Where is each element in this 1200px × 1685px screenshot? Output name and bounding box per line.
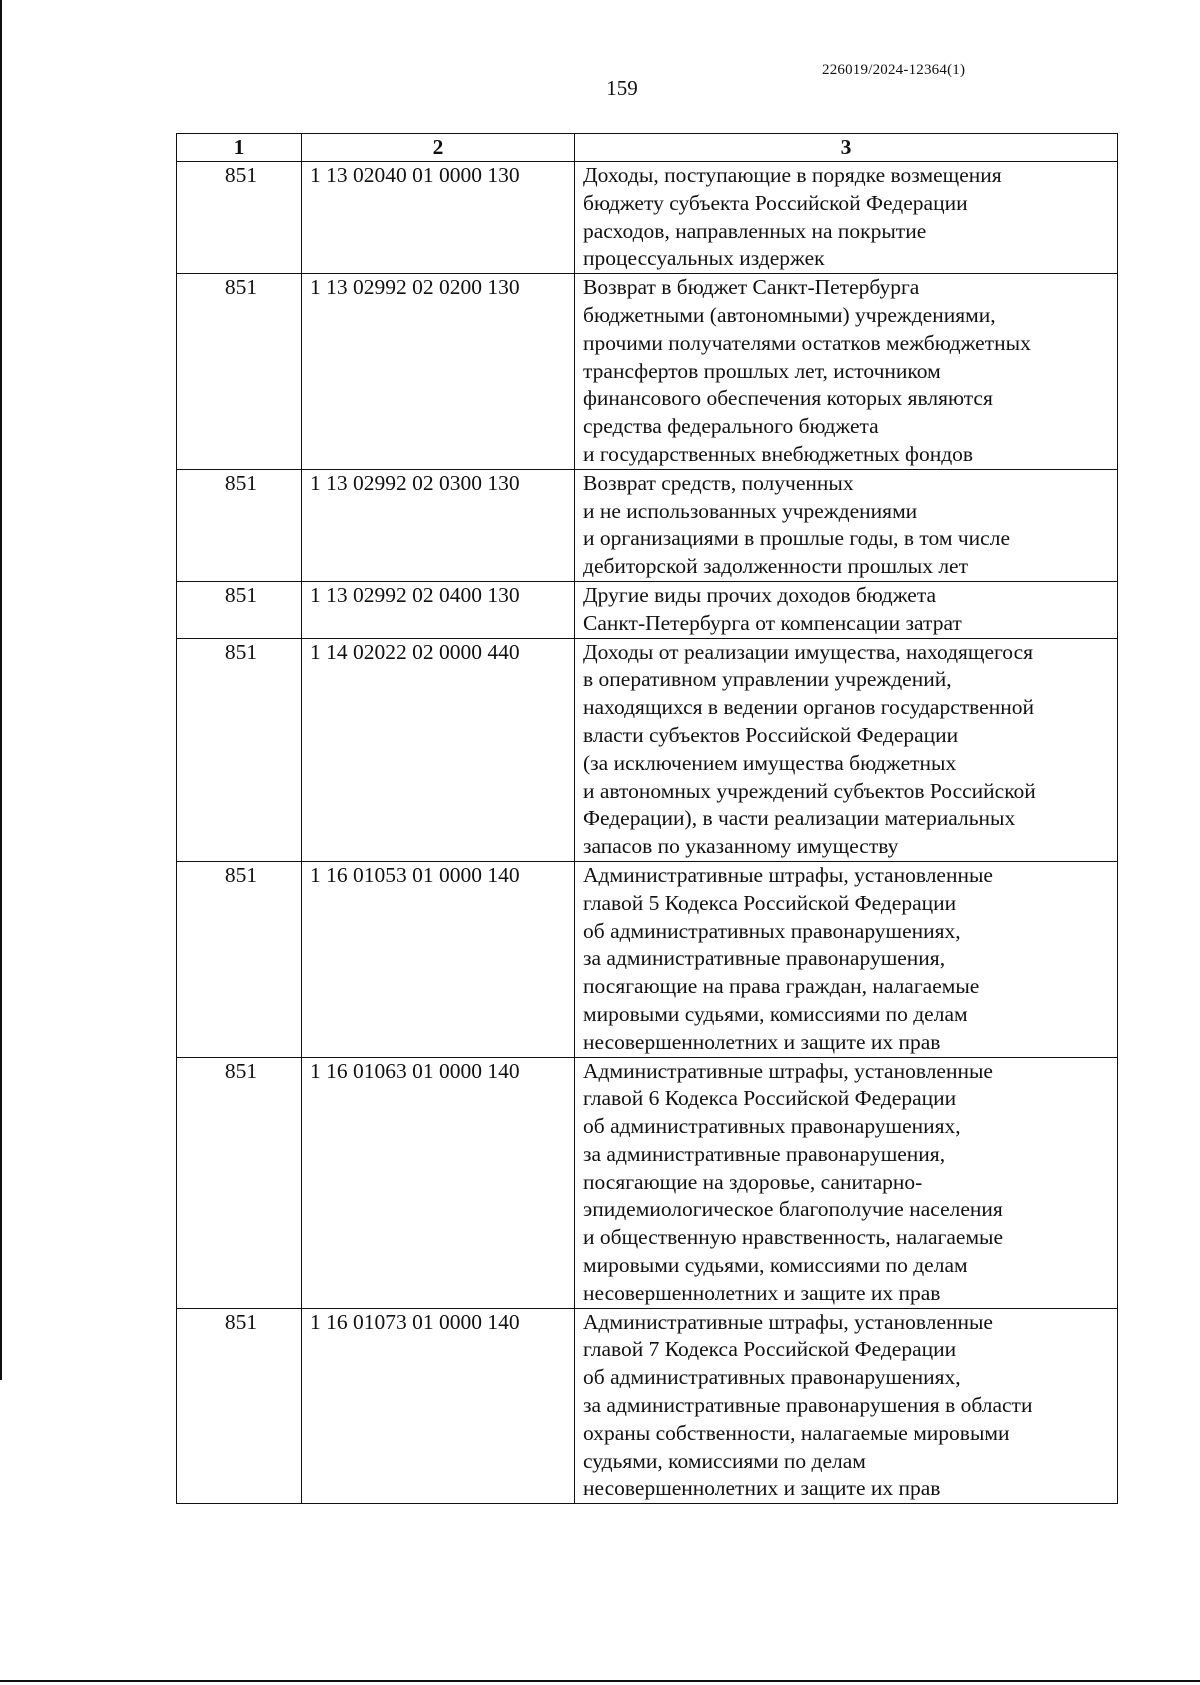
description-line: и общественную нравственность, налагаемые [583,1225,1004,1250]
description-line: Возврат средств, полученных [583,470,854,495]
description-cell [575,861,1118,1057]
description-cell [575,162,1118,274]
description-line: об административных правонарушениях, [583,1365,961,1390]
admin-code-cell: 851 [177,581,302,638]
description-line: Возврат в бюджет Санкт-Петербурга [583,275,920,300]
description-line: Доходы от реализации имущества, находящегося [583,639,1034,664]
description-line: трансфертов прошлых лет, источником [583,358,941,383]
description-line: эпидемиологическое благополучие населения [583,1197,1003,1222]
description-line: Федерации), в части реализации материальных [583,806,1016,831]
column-header-3: 3 [575,134,1118,162]
revenue-code-cell: 1 16 01053 01 0000 140 [302,861,575,1057]
admin-code-cell: 851 [177,638,302,861]
description-line: Доходы, поступающие в порядке возмещения [583,163,1002,187]
description-line: главой 6 Кодекса Российской Федерации [583,1086,957,1111]
description-line: посягающие на права граждан, налагаемые [583,974,980,999]
page-frame-left [0,0,2,1380]
description-line: бюджетными (автономными) учреждениями, [583,302,996,327]
description-line: в оперативном управлении учреждений, [583,667,952,692]
revenue-code-cell: 1 13 02992 02 0400 130 [302,581,575,638]
table-row [177,1057,1118,1308]
description-line: запасов по указанному имуществу [583,834,899,859]
description-line: и организациями в прошлые годы, в том числе [583,526,1010,551]
description-line: власти субъектов Российской Федерации [583,722,959,747]
table-row [177,1308,1118,1504]
description-line: главой 7 Кодекса Российской Федерации [583,1337,957,1362]
description-line: расходов, направленных на покрытие [583,218,927,243]
table-row [177,638,1118,861]
description-line: бюджету субъекта Российской Федерации [583,190,968,215]
description-line: Другие виды прочих доходов бюджета [583,582,937,607]
table-row [177,861,1118,1057]
admin-code-cell: 851 [177,1057,302,1308]
table-row [177,469,1118,581]
description-line: несовершеннолетних и защите их прав [583,1476,941,1501]
description-cell [575,274,1118,470]
description-cell [575,581,1118,638]
revenue-code-cell: 1 13 02040 01 0000 130 [302,162,575,274]
description-line: Санкт-Петербурга от компенсации затрат [583,610,962,635]
table-row [177,274,1118,470]
revenue-code-cell: 1 16 01073 01 0000 140 [302,1308,575,1504]
description-cell [575,1057,1118,1308]
column-header-1: 1 [177,134,302,162]
description-line: средства федерального бюджета [583,414,879,439]
description-line: Административные штрафы, установленные [583,862,993,887]
budget-table [176,133,1118,1504]
description-line: несовершеннолетних и защите их прав [583,1280,941,1305]
admin-code-cell: 851 [177,1308,302,1504]
page-frame-bottom [0,1680,1200,1682]
description-line: охраны собственности, налагаемые мировыми [583,1420,1010,1445]
description-cell [575,469,1118,581]
description-line: Административные штрафы, установленные [583,1309,993,1334]
revenue-code-cell: 1 16 01063 01 0000 140 [302,1057,575,1308]
admin-code-cell: 851 [177,274,302,470]
admin-code-cell: 851 [177,469,302,581]
table-header-row [177,134,1118,162]
description-line: находящихся в ведении органов государственной [583,695,1034,720]
description-line: несовершеннолетних и защите их прав [583,1029,941,1054]
description-line: об административных правонарушениях, [583,918,961,943]
description-line: финансового обеспечения которых являются [583,386,993,411]
admin-code-cell: 851 [177,162,302,274]
document-number: 226019/2024-12364(1) [822,62,966,78]
table-body [177,162,1118,1504]
description-line: процессуальных издержек [583,246,825,271]
column-header-2: 2 [302,134,575,162]
description-line: и автономных учреждений субъектов Российской [583,778,1036,803]
description-line: судьями, комиссиями по делам [583,1448,866,1473]
revenue-code-cell: 1 13 02992 02 0200 130 [302,274,575,470]
admin-code-cell: 851 [177,861,302,1057]
description-line: мировыми судьями, комиссиями по делам [583,1253,968,1278]
revenue-code-cell: 1 14 02022 02 0000 440 [302,638,575,861]
description-line: за административные правонарушения, [583,946,946,971]
description-line: дебиторской задолженности прошлых лет [583,554,968,579]
description-line: Административные штрафы, установленные [583,1058,993,1083]
table-row [177,162,1118,274]
revenue-code-cell: 1 13 02992 02 0300 130 [302,469,575,581]
description-line: за административные правонарушения, [583,1141,946,1166]
page-number: 159 [606,76,638,100]
description-cell [575,638,1118,861]
description-line: за административные правонарушения в области [583,1393,1033,1418]
description-line: главой 5 Кодекса Российской Федерации [583,890,957,915]
description-line: посягающие на здоровье, санитарно- [583,1169,923,1194]
description-line: об административных правонарушениях, [583,1114,961,1139]
description-cell [575,1308,1118,1504]
table-row [177,581,1118,638]
description-line: и не использованных учреждениями [583,498,918,523]
description-line: мировыми судьями, комиссиями по делам [583,1001,968,1026]
description-line: и государственных внебюджетных фондов [583,441,974,466]
description-line: прочими получателями остатков межбюджетных [583,330,1031,355]
description-line: (за исключением имущества бюджетных [583,750,957,775]
